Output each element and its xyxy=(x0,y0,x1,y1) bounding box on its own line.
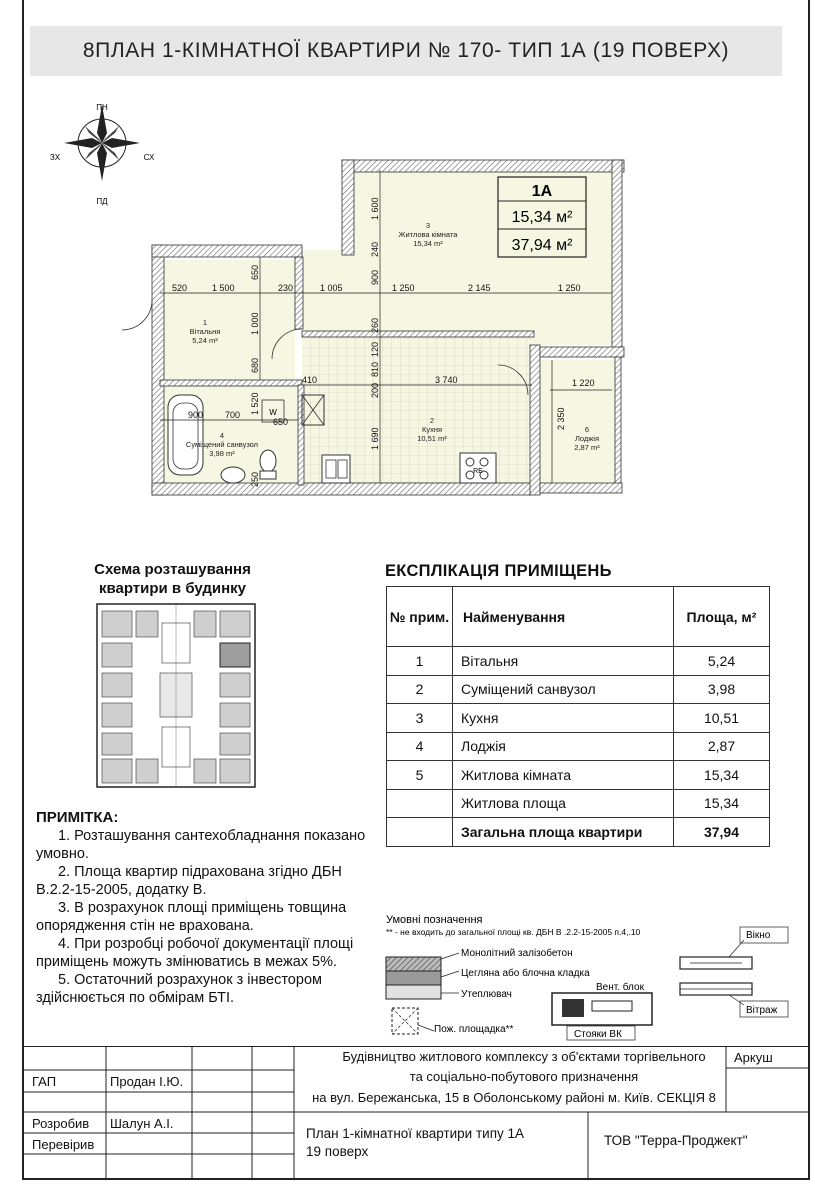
dim-label: 1 250 xyxy=(392,283,415,293)
room-name: Кухня xyxy=(421,425,443,434)
room-vitalnia xyxy=(160,260,295,380)
floor-plan xyxy=(40,95,660,515)
cell-num xyxy=(387,818,453,847)
dim-label: 700 xyxy=(225,410,241,420)
project-line-2: та соціально-побутового призначення xyxy=(409,1069,639,1084)
table-total-row xyxy=(387,818,770,847)
dim-label: 680 xyxy=(250,357,260,373)
building-scheme xyxy=(96,603,256,788)
cell-num: 5 xyxy=(387,761,453,790)
cell-area: 10,51 xyxy=(674,704,770,733)
room-num: 3 xyxy=(425,221,431,230)
cell-num: 2 xyxy=(387,675,453,704)
notes-header: ПРИМІТКА: xyxy=(36,809,119,826)
badge-type: 1А xyxy=(531,183,553,200)
legend-title: Умовні позначення xyxy=(386,914,483,926)
dim-label: 650 xyxy=(250,264,260,280)
legend-swatch-insulation xyxy=(386,985,441,999)
note-item: 5. Остаточний розрахунок з інвестором здійснюється по обмірам БТІ. xyxy=(36,972,322,1006)
dim-label: 120 xyxy=(370,341,380,357)
compass-rose xyxy=(50,103,155,206)
cell-num: 1 xyxy=(387,647,453,676)
badge-total-area: 37,94 м² xyxy=(511,237,573,254)
table-row xyxy=(387,704,770,733)
room-area: 5,24 m² xyxy=(192,336,218,345)
dim-label: 1 600 xyxy=(370,197,380,220)
legend-vent-label: Вент. блок xyxy=(596,982,644,993)
legend-label: Утеплювач xyxy=(461,989,512,1000)
legend-vitrazh-label: Вітраж xyxy=(746,1005,778,1016)
dim-label: 1 000 xyxy=(250,312,260,335)
dim-label: 900 xyxy=(370,269,380,285)
dim-label: 810 xyxy=(370,361,380,377)
dim-label: 2 350 xyxy=(556,407,566,430)
note-item: 3. В розрахунок площі приміщень товщина опорядження стін не врахована. xyxy=(36,900,347,934)
legend-stoyaky-label: Стояки ВК xyxy=(574,1029,622,1040)
legend-label: Цегляна або блочна кладка xyxy=(461,968,590,979)
room-area: 3,98 m² xyxy=(209,449,235,458)
room-name: Вітальня xyxy=(189,327,221,336)
role-name: Шалун А.І. xyxy=(110,1116,174,1131)
project-line-1: Будівництво житлового комплексу з об'єктами торгівельного xyxy=(342,1049,706,1064)
dim-label: 1 250 xyxy=(558,283,581,293)
cell-area: 2,87 xyxy=(674,732,770,761)
cell-area: 5,24 xyxy=(674,647,770,676)
legend-footnote: ** - не входить до загальної площі кв. ДБН В .2.2-15-2005 п.4,.10 xyxy=(386,927,641,937)
col-header-num: № прим. xyxy=(387,587,453,647)
dim-label: 1 500 xyxy=(212,283,235,293)
cell-num: 3 xyxy=(387,704,453,733)
cell-area: 15,34 xyxy=(674,761,770,790)
stove-mark: RE xyxy=(473,468,483,475)
room-num: 6 xyxy=(584,425,590,434)
notes-section xyxy=(36,809,376,1007)
sheet-title xyxy=(30,26,782,76)
legend-label: Пож. площадка** xyxy=(434,1024,514,1035)
dim-label: 260 xyxy=(370,317,380,333)
room-name: Житлова кімната xyxy=(398,230,458,239)
dim-label: 230 xyxy=(278,283,294,293)
company-name: ТОВ "Терра-Проджект" xyxy=(604,1133,748,1148)
legend-window-label: Вікно xyxy=(746,930,771,941)
scheme-title: Схема розташування квартири в будинку xyxy=(94,561,251,597)
drawing-line-2: 19 поверх xyxy=(306,1144,369,1159)
room-area: 2,87 m² xyxy=(574,443,600,452)
cell-total-area: 37,94 xyxy=(674,818,770,847)
sheet-title-text: 8ПЛАН 1-КІМНАТНОЇ КВАРТИРИ № 170- ТИП 1А (19 ПОВЕРХ) xyxy=(82,39,730,62)
compass-south: ПД xyxy=(96,197,108,206)
compass-west: ЗХ xyxy=(49,153,61,162)
dim-label: 1 005 xyxy=(320,283,343,293)
dim-label: 200 xyxy=(370,382,380,398)
explication-title: ЕКСПЛІКАЦІЯ ПРИМІЩЕНЬ xyxy=(385,562,612,580)
legend xyxy=(384,913,794,1043)
room-num: 4 xyxy=(219,431,225,440)
legend-swatch-concrete xyxy=(386,957,441,971)
dim-label: 2 145 xyxy=(468,283,491,293)
scheme-highlight xyxy=(220,643,250,667)
col-header-area: Площа, м² xyxy=(674,587,770,647)
cell-num: 4 xyxy=(387,732,453,761)
role-label: Розробив xyxy=(32,1116,90,1131)
cell-num xyxy=(387,789,453,818)
room-num: 2 xyxy=(429,416,435,425)
badge-living-area: 15,34 м² xyxy=(511,209,573,226)
drawing-line-1: План 1-кімнатної квартири типу 1А xyxy=(306,1126,525,1141)
table-row xyxy=(387,732,770,761)
col-header-name: Найменування xyxy=(453,587,674,647)
dim-label: 1 220 xyxy=(572,378,595,388)
cell-total-name: Загальна площа квартири xyxy=(453,818,674,847)
legend-label: Монолітний залізобетон xyxy=(461,948,573,959)
room-num: 1 xyxy=(202,318,208,327)
dim-label: 520 xyxy=(172,283,188,293)
project-line-3: на вул. Бережанська, 15 в Оболонському районі м. Київ. СЕКЦІЯ 8 xyxy=(312,1090,716,1105)
dim-label: 250 xyxy=(250,471,260,487)
title-block xyxy=(24,1046,810,1180)
legend-swatch-brick xyxy=(386,971,441,985)
note-item: 2. Площа квартир підрахована згідно ДБН В.2.2-15-2005, додатку В. xyxy=(36,864,342,898)
toilet xyxy=(260,450,276,472)
table-header-row xyxy=(387,587,770,647)
washer-mark: W xyxy=(269,408,277,417)
dim-label: 3 740 xyxy=(435,375,458,385)
table-row xyxy=(387,675,770,704)
explication-table xyxy=(386,586,770,847)
compass-east: СХ xyxy=(143,153,155,162)
dim-label: 900 xyxy=(188,410,204,420)
cell-area: 3,98 xyxy=(674,675,770,704)
cell-name: Житлова площа xyxy=(453,789,674,818)
apartment-badge xyxy=(498,177,586,257)
room-name: Суміщений санвузол xyxy=(185,440,259,449)
note-item: 1. Розташування сантехобладнання показано умовно. xyxy=(36,828,366,862)
role-name: Продан І.Ю. xyxy=(110,1074,184,1089)
dim-label: 650 xyxy=(273,417,289,427)
title-block-grid xyxy=(24,1046,810,1180)
dim-label: 1 690 xyxy=(370,427,380,450)
cell-area: 15,34 xyxy=(674,789,770,818)
table-row xyxy=(387,761,770,790)
sheet-label: Аркуш xyxy=(734,1050,773,1065)
sink xyxy=(221,467,245,483)
compass-north: ПН xyxy=(96,103,108,112)
dim-label: 410 xyxy=(302,375,318,385)
cell-name: Лоджія xyxy=(453,732,674,761)
table-row xyxy=(387,647,770,676)
cell-name: Житлова кімната xyxy=(453,761,674,790)
room-area: 10,51 m² xyxy=(417,434,447,443)
role-label: ГАП xyxy=(32,1074,57,1089)
cell-name: Кухня xyxy=(453,704,674,733)
room-name: Лоджія xyxy=(574,434,600,443)
cell-name: Вітальня xyxy=(453,647,674,676)
note-item: 4. При розробці робочої документації площі приміщень можуть змінюватись в межах 5%. xyxy=(36,936,354,970)
dim-label: 240 xyxy=(370,241,380,257)
table-row xyxy=(387,789,770,818)
cell-name: Суміщений санвузол xyxy=(453,675,674,704)
room-area: 15,34 m² xyxy=(413,239,443,248)
dim-label: 1 520 xyxy=(250,392,260,415)
role-label: Перевірив xyxy=(32,1137,95,1152)
